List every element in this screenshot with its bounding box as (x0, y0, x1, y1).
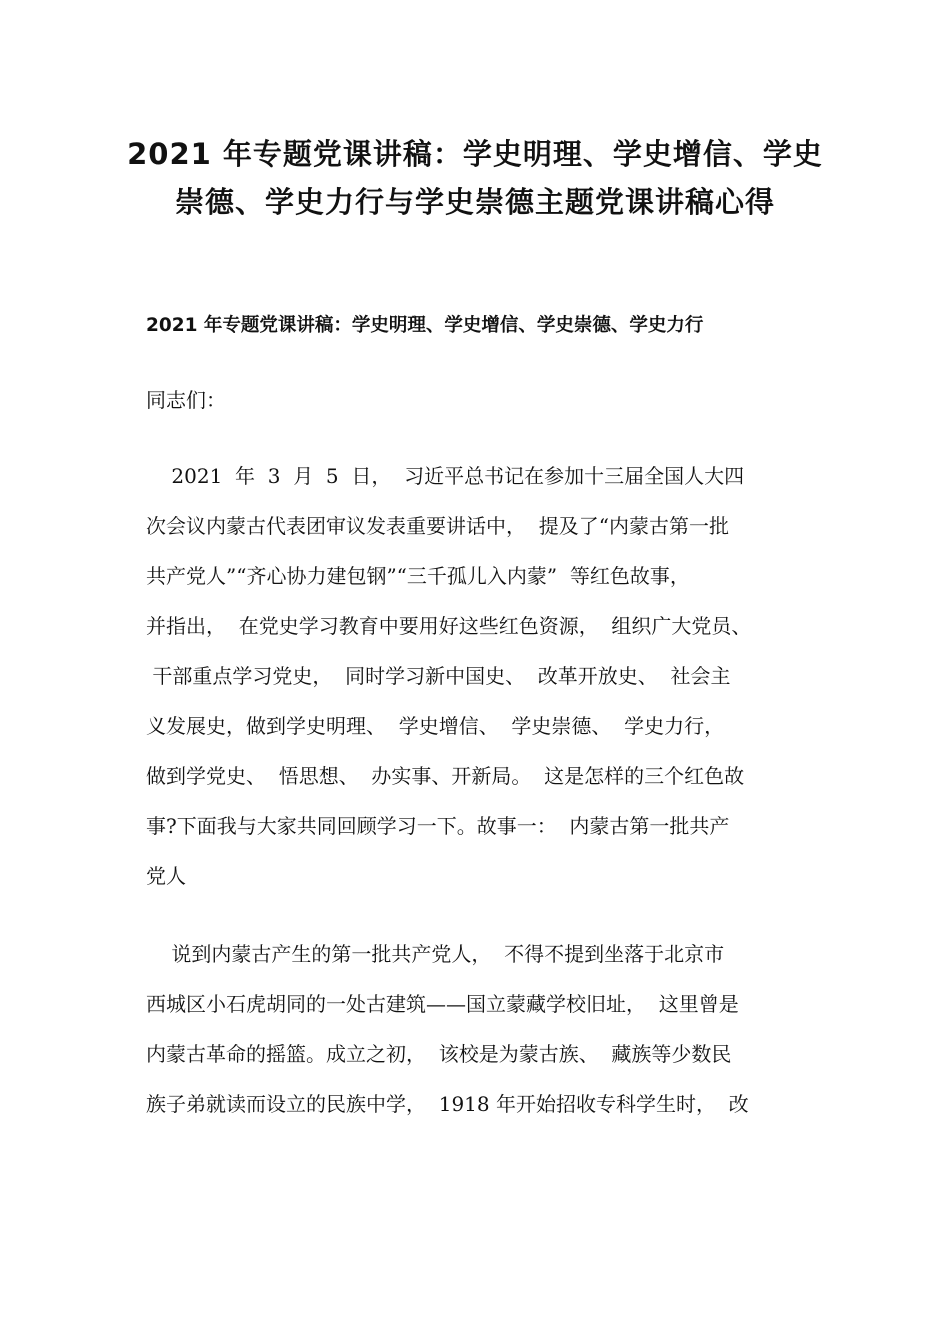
paragraph-line: 事?下面我与大家共同回顾学习一下。故事一： 内蒙古第一批共产 (146, 814, 730, 838)
salutation: 同志们： (146, 388, 226, 412)
paragraph-line: 内蒙古革命的摇篮。成立之初， 该校是为蒙古族、 藏族等少数民 (146, 1042, 732, 1066)
paragraph-line: 义发展史，做到学史明理、 学史增信、 学史崇德、 学史力行， (146, 714, 725, 738)
paragraph-line: 党人 (146, 864, 186, 888)
paragraph-line: 说到内蒙古产生的第一批共产党人， 不得不提到坐落于北京市 (146, 942, 725, 966)
paragraph-line: 做到学党史、 悟思想、 办实事、开新局。 这是怎样的三个红色故 (146, 764, 745, 788)
paragraph-line: 并指出， 在党史学习教育中要用好这些红色资源， 组织广大党员、 (146, 614, 752, 638)
paragraph-line: 族子弟就读而设立的民族中学， 1918 年开始招收专科学生时， 改 (146, 1092, 749, 1116)
paragraph-line: 西城区小石虎胡同的一处古建筑——国立蒙藏学校旧址， 这里曾是 (146, 992, 739, 1016)
document-title-line-1: 2021 年专题党课讲稿：学史明理、学史增信、学史 (127, 137, 823, 171)
paragraph-line: 2021 年 3 月 5 日， 习近平总书记在参加十三届全国人大四 (146, 464, 745, 488)
document-title-line-2: 崇德、学史力行与学史崇德主题党课讲稿心得 (174, 185, 775, 219)
paragraph-line: 共产党人”“齐心协力建包钢”“三千孤儿入内蒙” 等红色故事， (146, 564, 690, 588)
section-subtitle: 2021 年专题党课讲稿：学史明理、学史增信、学史崇德、学史力行 (146, 315, 704, 336)
paragraph-line: 干部重点学习党史， 同时学习新中国史、 改革开放史、 社会主 (146, 664, 731, 688)
paragraph-line: 次会议内蒙古代表团审议发表重要讲话中， 提及了“内蒙古第一批 (146, 514, 729, 538)
